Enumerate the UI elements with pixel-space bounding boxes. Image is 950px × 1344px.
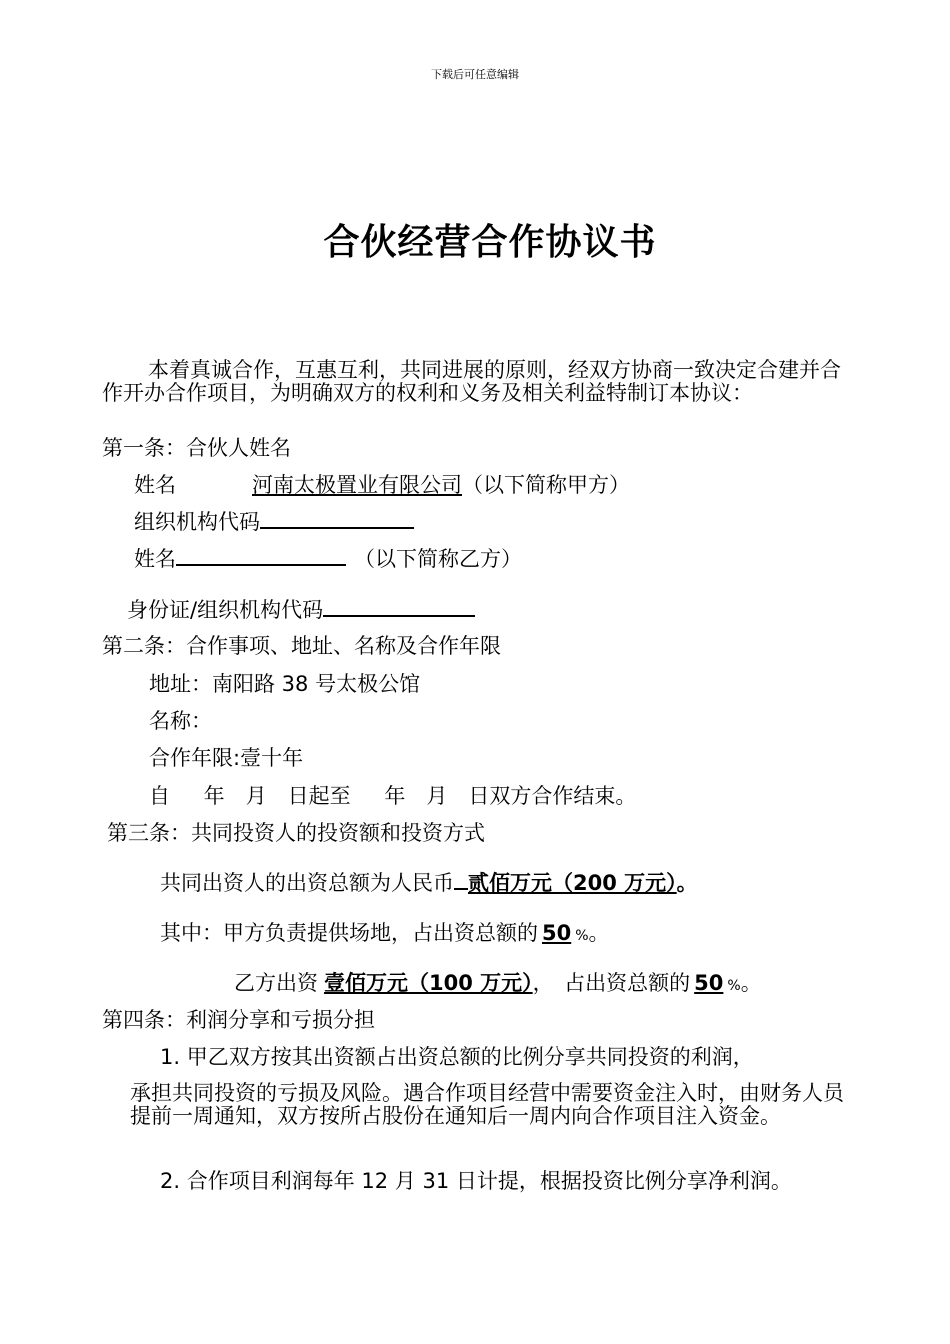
party-b-name-blank bbox=[176, 546, 346, 566]
a-share-prefix: 其中：甲方负责提供场地，占出资总额的 bbox=[160, 921, 538, 945]
article-1-heading: 第一条：合伙人姓名 bbox=[102, 436, 291, 460]
org-code-line bbox=[134, 509, 414, 535]
item-2-line: 2. 合作项目利润每年 12 月 31 日计提，根据投资比例分享净利润。 bbox=[160, 1169, 792, 1193]
id-label: 身份证/组织机构代码 bbox=[127, 598, 324, 622]
project-name-line: 名称： bbox=[149, 709, 212, 733]
a-end-mark: 。 bbox=[588, 921, 610, 945]
page-header: 下载后可任意编辑 bbox=[431, 68, 519, 81]
address-line: 地址：南阳路 38 号太极公馆 bbox=[149, 672, 421, 696]
b-share-mid: ， 占出资总额的 bbox=[532, 971, 691, 995]
party-a-name: 河南太极置业有限公司 bbox=[252, 473, 462, 497]
b-end-mark: 。 bbox=[740, 971, 762, 995]
b-share-pct: 50 bbox=[694, 971, 724, 995]
party-b-line bbox=[134, 546, 522, 572]
total-amount: 贰佰万元（200 万元） bbox=[468, 871, 677, 895]
org-code-blank bbox=[260, 509, 414, 529]
b-share-prefix: 乙方出资 bbox=[234, 971, 318, 995]
a-pct-sign: % bbox=[575, 928, 589, 944]
total-prefix: 共同出资人的出资总额为人民币 bbox=[160, 871, 454, 895]
intro-paragraph bbox=[102, 359, 842, 405]
term-line: 合作年限:壹十年 bbox=[149, 746, 304, 770]
dates-line: 自 年 月 日起至 年 月 日双方合作结束。 bbox=[149, 784, 637, 808]
b-pct-sign: % bbox=[727, 978, 741, 994]
a-share-pct: 50 bbox=[542, 921, 572, 945]
item-1-rest: 承担共同投资的亏损及风险。遇合作项目经营中需要资金注入时，由财务人员提前一周通知，双方按所占股份在通知后一周内向合作项目注入资金。 bbox=[130, 1081, 844, 1128]
name2-label: 姓名 bbox=[134, 547, 176, 571]
article-2-heading: 第二条：合作事项、地址、名称及合作年限 bbox=[102, 634, 501, 658]
article-3-heading: 第三条：共同投资人的投资额和投资方式 bbox=[107, 821, 485, 845]
party-a-line bbox=[134, 472, 630, 498]
intro-text: 本着真诚合作，互惠互利，共同进展的原则，经双方协商一致决定合建并合作开办合作项目，为明确双方的权利和义务及相关利益特制订本协议： bbox=[102, 358, 841, 405]
party-a-suffix: （以下简称甲方） bbox=[462, 473, 630, 497]
name-label: 姓名 bbox=[134, 473, 176, 497]
total-end: 。 bbox=[676, 871, 698, 895]
b-amount: 壹佰万元（100 万元） bbox=[324, 971, 533, 995]
item-1-first-line: 1. 甲乙双方按其出资额占出资总额的比例分享共同投资的利润， bbox=[160, 1045, 754, 1069]
party-a-share-line bbox=[160, 920, 610, 949]
party-b-share-line bbox=[234, 970, 762, 999]
id-code-line bbox=[127, 597, 475, 623]
article-4-heading: 第四条：利润分享和亏损分担 bbox=[102, 1008, 375, 1032]
org-code-label: 组织机构代码 bbox=[134, 510, 260, 534]
id-code-blank bbox=[323, 597, 475, 617]
document-title: 合伙经营合作协议书 bbox=[323, 222, 657, 263]
total-investment-line bbox=[160, 870, 698, 896]
party-b-suffix: （以下简称乙方） bbox=[354, 547, 522, 571]
